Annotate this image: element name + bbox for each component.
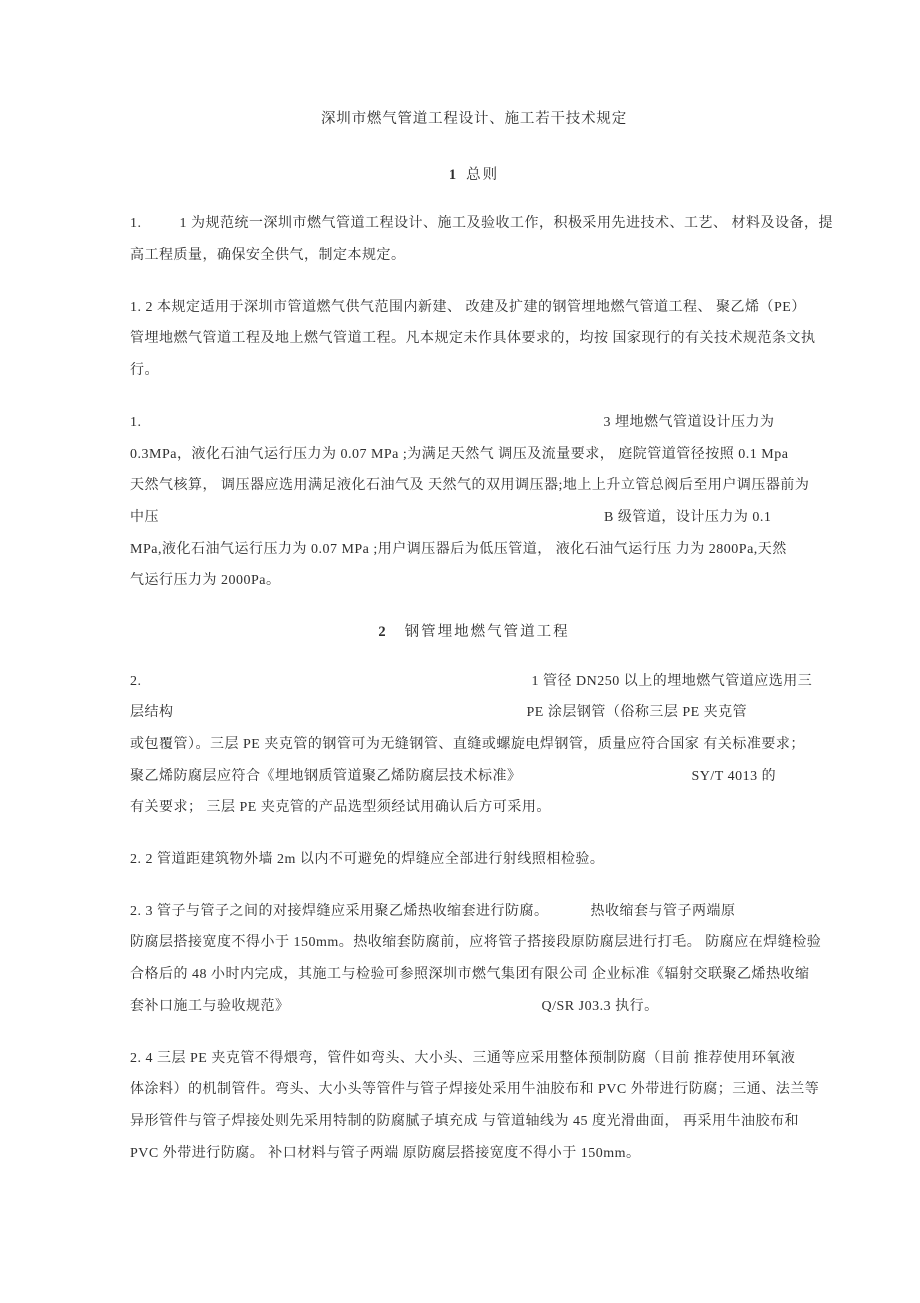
whitespace-gap <box>142 684 532 685</box>
doc-title <box>130 104 818 136</box>
whitespace-gap <box>174 715 527 716</box>
whitespace-gap <box>142 226 180 227</box>
text-line <box>130 292 818 324</box>
text-line <box>130 407 818 439</box>
text-run: 深圳市燃气管道工程设计、施工若干技术规定 <box>321 111 627 127</box>
paragraph <box>130 208 833 271</box>
text-run: 防腐层搭接宽度不得小于 150mm。热收缩套防腐前，应将管子搭接段原防腐层进行打毛。 防腐应在焊缝检验 <box>130 935 822 951</box>
text-run: 体涂料）的机制管件。弯头、大小头等管件与管子焊接处采用牛油胶布和 PVC 外带进行防腐；三通、法兰等 <box>130 1082 820 1098</box>
text-run-bold: 2 <box>378 623 388 640</box>
whitespace-gap <box>522 779 692 780</box>
text-line <box>130 927 822 959</box>
text-run: 有关要求； 三层 PE 夹克管的产品选型须经试用确认后方可采用。 <box>130 800 551 816</box>
text-run: 1 管径 DN250 以上的埋地燃气管道应选用三 <box>531 673 813 689</box>
text-run: Q/SR J03.3 执行。 <box>541 998 659 1014</box>
text-run: 3 埋地燃气管道设计压力为 <box>603 414 775 430</box>
text-run: 钢管埋地燃气管道工程 <box>404 623 570 640</box>
text-line <box>130 355 818 387</box>
text-line <box>130 534 818 566</box>
text-line <box>130 470 818 502</box>
document-content <box>130 104 833 1189</box>
text-run: 1. <box>130 414 142 430</box>
text-run: 聚乙烯防腐层应符合《埋地钢质管道聚乙烯防腐层技术标准》 <box>130 768 522 784</box>
text-run: 2. 2 管道距建筑物外墙 2m 以内不可避免的焊缝应全部进行射线照相检验。 <box>130 852 605 868</box>
text-run: 0.3MPa，液化石油气运行压力为 0.07 MPa ;为满足天然气 调压及流量要求， 庭院管道管径按照 0.1 Mpa <box>130 446 789 462</box>
whitespace-gap <box>388 635 405 636</box>
text-line <box>130 729 818 761</box>
text-run: 中压 <box>130 509 159 525</box>
paragraph <box>130 844 818 876</box>
text-run: PVC 外带进行防腐。 补口材料与管子两端 原防腐层搭接宽度不得小于 150mm。 <box>130 1145 641 1161</box>
text-line <box>130 565 818 597</box>
paragraph <box>130 407 818 597</box>
text-line <box>130 959 818 991</box>
text-run: 行。 <box>130 363 159 379</box>
text-run: 合格后的 48 小时内完成，其施工与检验可参照深圳市燃气集团有限公司 企业标准《辐射交联聚乙烯热收缩 <box>130 967 810 983</box>
text-line <box>130 666 818 698</box>
text-run: 气运行压力为 2000Pa。 <box>130 573 281 589</box>
paragraph <box>130 292 818 387</box>
text-run: 热收缩套与管子两端原 <box>590 903 736 919</box>
text-line <box>130 1106 818 1138</box>
text-run: 管埋地燃气管道工程及地上燃气管道工程。凡本规定未作具体要求的，均按 国家现行的有关技术规范条文执 <box>130 331 816 347</box>
section-heading <box>130 617 818 649</box>
text-run: 2. 4 三层 PE 夹克管不得煨弯，管件如弯头、大小头、三通等应采用整体预制防腐（目前 推荐使用环氧液 <box>130 1050 796 1066</box>
text-run-bold: 1 <box>448 166 459 183</box>
text-line <box>130 208 833 240</box>
text-line <box>130 160 818 192</box>
section-heading <box>130 160 818 192</box>
text-line <box>130 761 818 793</box>
text-line <box>130 991 818 1023</box>
text-line <box>130 617 818 649</box>
text-run: 套补口施工与验收规范》 <box>130 998 290 1014</box>
paragraph <box>130 1043 818 1170</box>
text-line <box>130 1043 818 1075</box>
text-line <box>130 1074 818 1106</box>
text-line <box>130 697 818 729</box>
text-run: 2. <box>130 673 142 689</box>
text-run: 或包覆管）。三层 PE 夹克管的钢管可为无缝钢管、直缝或螺旋电焊钢管，质量应符合国家 有关标准要求； <box>130 737 805 752</box>
text-run: 高工程质量，确保安全供气，制定本规定。 <box>130 248 406 264</box>
text-line <box>130 104 818 136</box>
text-run: 1 为规范统一深圳市燃气管道工程设计、施工及验收工作，积极采用先进技术、工艺、 材料及设备，提 <box>179 216 833 232</box>
whitespace-gap <box>290 1009 542 1010</box>
text-run: 总则 <box>466 166 500 183</box>
whitespace-gap <box>549 914 591 915</box>
whitespace-gap <box>159 520 604 521</box>
text-line <box>130 792 818 824</box>
text-line <box>130 323 818 355</box>
text-line <box>130 502 818 534</box>
text-run: 异形管件与管子焊接处则先采用特制的防腐腻子填充成 与管道轴线为 45 度光滑曲面， 再采用牛油胶布和 <box>130 1113 799 1129</box>
text-run: SY/T 4013 的 <box>691 768 777 784</box>
text-run: 2. 3 管子与管子之间的对接焊缝应采用聚乙烯热收缩套进行防腐。 <box>130 903 549 919</box>
text-line <box>130 439 818 471</box>
text-run: 层结构 <box>130 705 174 721</box>
text-run: PE 涂层钢管（俗称三层 PE 夹克管 <box>526 705 748 721</box>
whitespace-gap <box>458 178 466 179</box>
text-run: 1. 2 本规定适用于深圳市管道燃气供气范围内新建、 改建及扩建的钢管埋地燃气管道工程、 聚乙烯（PE） <box>130 299 806 315</box>
text-line <box>130 240 818 272</box>
paragraph <box>130 896 822 1023</box>
text-line <box>130 1138 818 1170</box>
text-line <box>130 844 818 876</box>
text-run: 1. <box>130 216 142 232</box>
paragraph <box>130 666 818 824</box>
text-run: MPa,液化石油气运行压力为 0.07 MPa ;用户调压器后为低压管道， 液化石油气运行压 力为 2800Pa,天然 <box>130 541 787 557</box>
whitespace-gap <box>142 425 604 426</box>
text-run: B 级管道，设计压力为 0.1 <box>604 509 772 525</box>
text-line <box>130 896 818 928</box>
text-run: 天然气核算， 调压器应选用满足液化石油气及 天然气的双用调压器;地上上升立管总阀后至用户调压器前为 <box>130 478 810 494</box>
